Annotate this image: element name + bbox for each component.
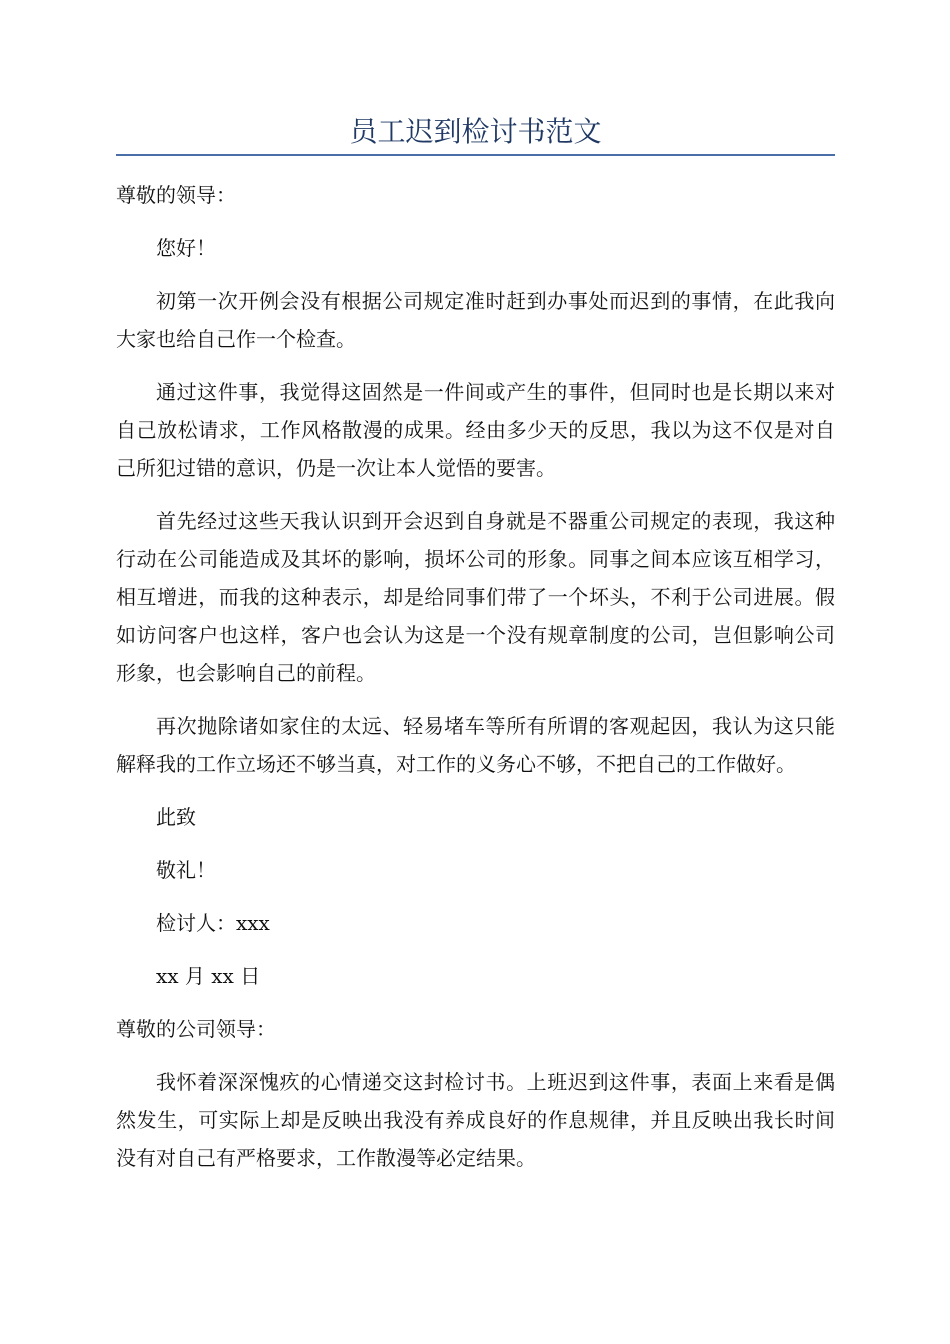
body-paragraph: 通过这件事，我觉得这固然是一件间或产生的事件，但同时也是长期以来对自己放松请求，工作风格散漫的成果。经由多少天的反思，我以为这不仅是对自己所犯过错的意识，仍是一次让本人觉悟的要害。 (116, 380, 835, 480)
body-paragraph: 我怀着深深愧疚的心情递交这封检讨书。上班迟到这件事，表面上来看是偶然发生，可实际上却是反映出我没有养成良好的作息规律，并且反映出我长时间没有对自己有严格要求，工作散漫等必定结果。 (116, 1070, 835, 1170)
salutation: 尊敬的领导： (116, 183, 236, 207)
signature-line: 检讨人：xxx (156, 911, 270, 935)
closing-salute: 敬礼！ (156, 858, 216, 882)
body-paragraph: 再次抛除诸如家住的太远、轻易堵车等所有所谓的客观起因，我认为这只能解释我的工作立场还不够当真，对工作的义务心不够，不把自己的工作做好。 (116, 714, 835, 776)
body-paragraph: 初第一次开例会没有根据公司规定准时赶到办事处而迟到的事情，在此我向大家也给自己作一个检查。 (116, 289, 835, 351)
document-title: 员工迟到检讨书范文 (349, 115, 602, 148)
date-line: xx 月 xx 日 (156, 964, 261, 988)
document-body (116, 176, 835, 1192)
title-underline (116, 154, 835, 156)
greeting: 您好！ (156, 236, 216, 260)
closing-line: 此致 (156, 805, 196, 829)
salutation: 尊敬的公司领导： (116, 1017, 276, 1041)
body-paragraph: 首先经过这些天我认识到开会迟到自身就是不器重公司规定的表现，我这种行动在公司能造成及其坏的影响，损坏公司的形象。同事之间本应该互相学习，相互增进，而我的这种表示，却是给同事们带了一个坏头，不利于公司进展。假如访问客户也这样，客户也会认为这是一个没有规章制度的公司，岂但影响公司形象，也会影响自己的前程。 (116, 509, 835, 685)
